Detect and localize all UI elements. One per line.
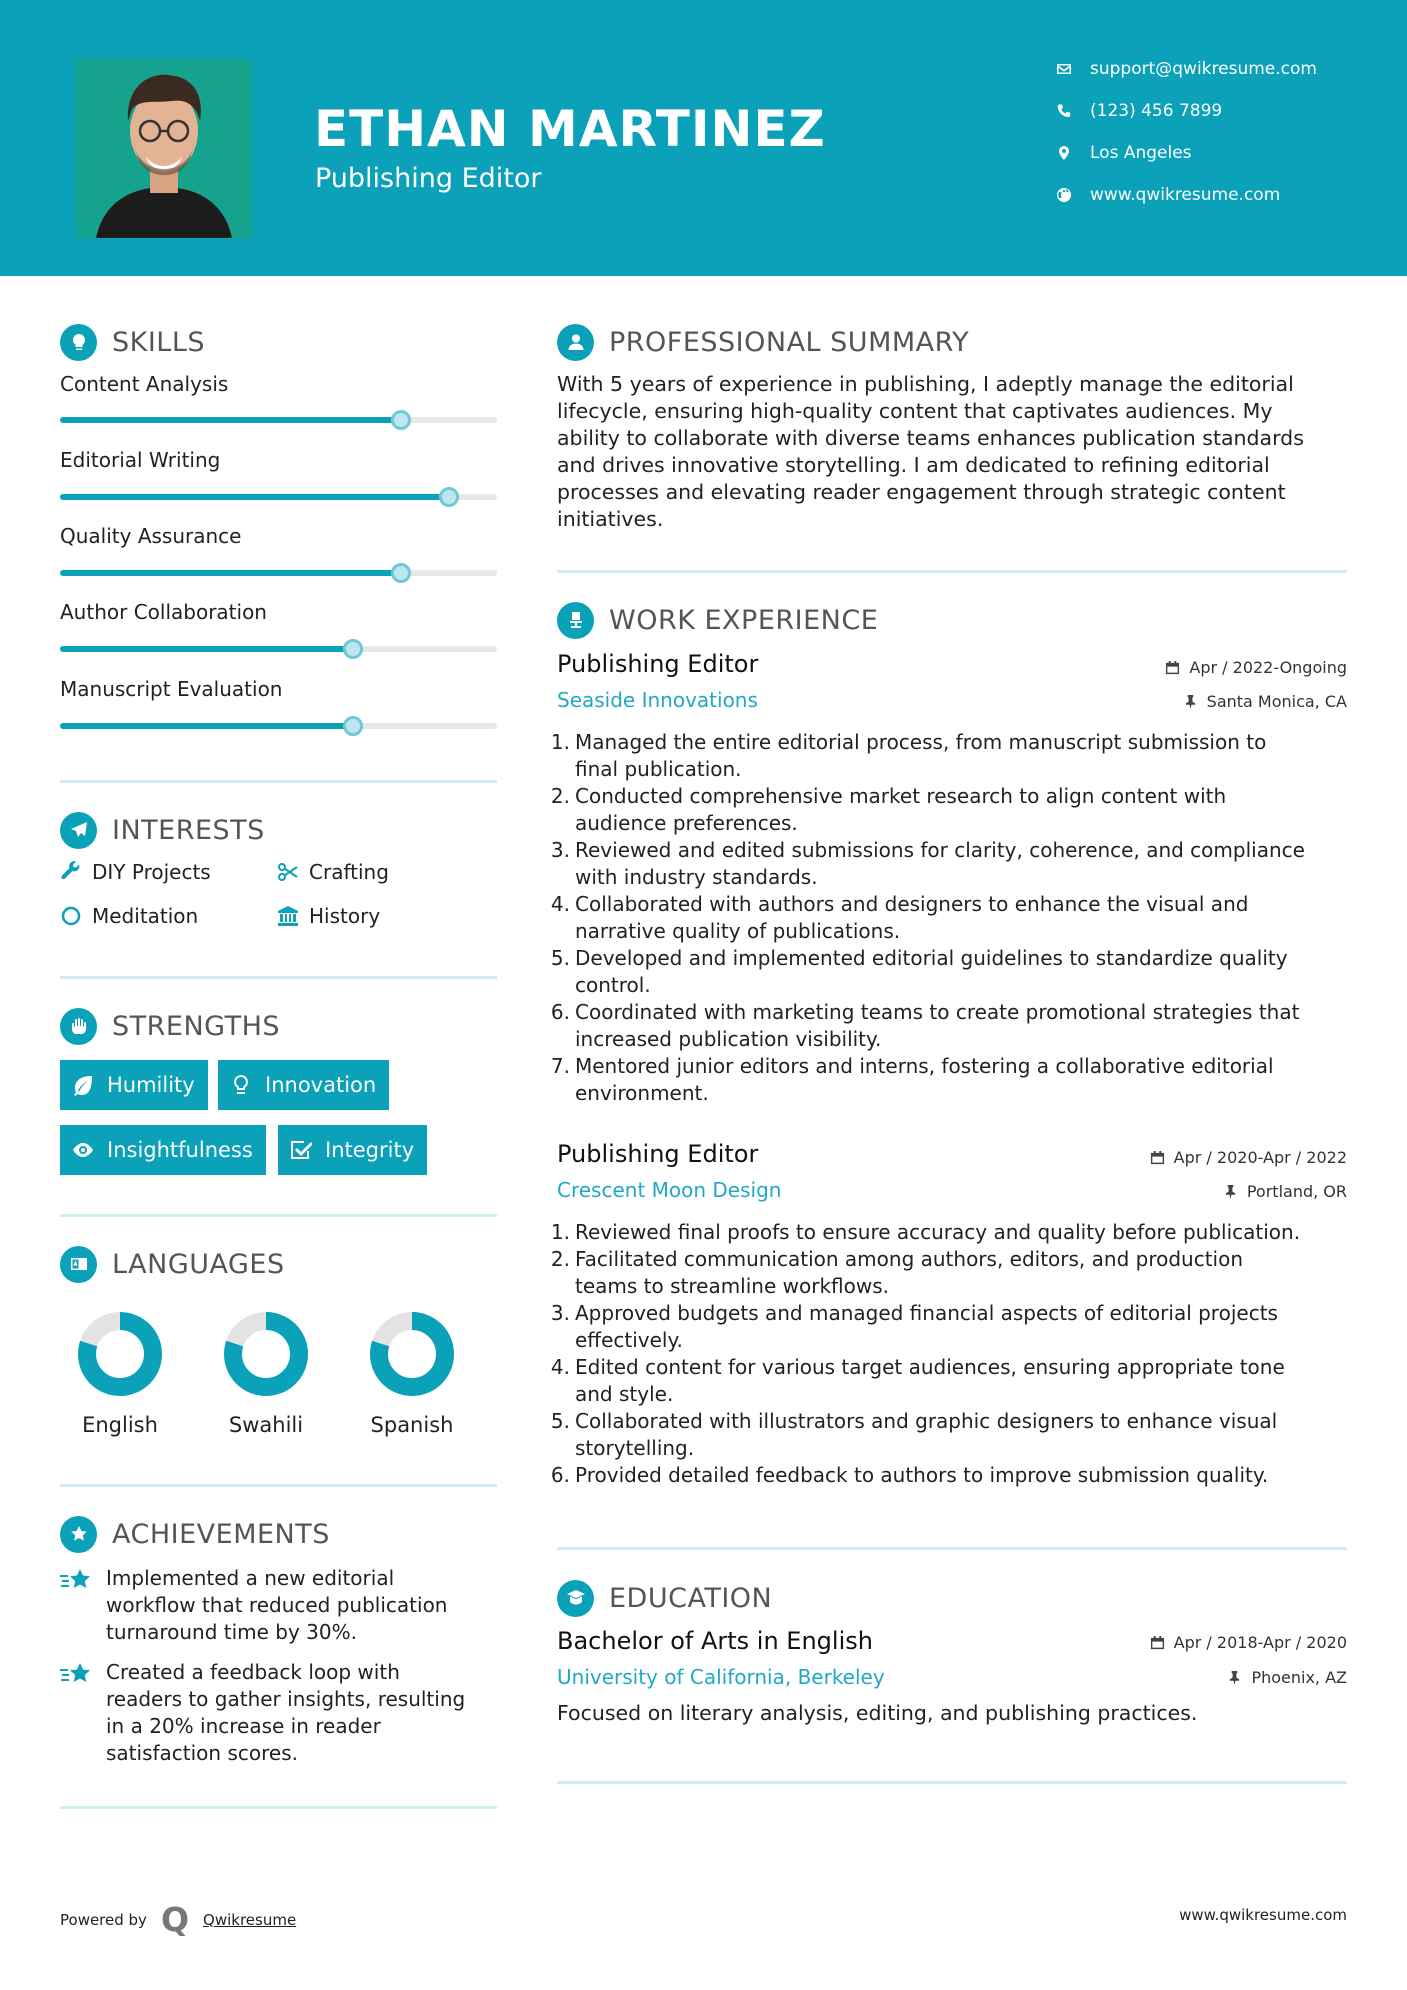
education-description: Focused on literary analysis, editing, and publishing practices. xyxy=(557,1701,1198,1725)
skill-bar-knob xyxy=(439,487,459,507)
languages-heading: LANGUAGES xyxy=(60,1244,285,1284)
education-location: Phoenix, AZ xyxy=(1227,1668,1347,1687)
skill-bar-knob xyxy=(391,563,411,583)
footer-website[interactable]: www.qwikresume.com xyxy=(1179,1906,1347,1924)
skill-bar xyxy=(60,723,497,729)
chair-icon xyxy=(557,602,594,639)
job-responsibilities xyxy=(550,1219,1350,1489)
strengths-heading: STRENGTHS xyxy=(60,1006,280,1046)
eye-icon xyxy=(72,1139,94,1161)
section-divider xyxy=(60,780,497,783)
list-item: 5. Collaborated with illustrators and graphic designers to enhance visual storytelling. xyxy=(550,1409,1278,1460)
graduate-icon xyxy=(557,1580,594,1617)
list-item: 1. Reviewed final proofs to ensure accuracy and quality before publication. xyxy=(550,1220,1301,1244)
job-title: Publishing Editor xyxy=(557,1140,759,1168)
star-icon xyxy=(60,1567,94,1595)
star-badge-icon xyxy=(60,1516,97,1553)
section-divider xyxy=(60,1806,497,1809)
strength-chip: Humility xyxy=(60,1060,208,1110)
circle-icon xyxy=(60,905,82,927)
calendar-icon xyxy=(1150,1635,1165,1650)
job-date: Apr / 2020-Apr / 2022 xyxy=(1150,1148,1347,1167)
qwikresume-link[interactable]: Qwikresume xyxy=(203,1910,297,1929)
section-divider xyxy=(60,1214,497,1217)
list-item: 1. Managed the entire editorial process, from manuscript submission to final publication. xyxy=(550,730,1267,781)
skill-bar-fill xyxy=(60,646,353,652)
pin-icon xyxy=(1227,1670,1242,1685)
list-item: 7. Mentored junior editors and interns, fostering a collaborative editorial environment. xyxy=(550,1054,1274,1105)
interests-heading: INTERESTS xyxy=(60,810,265,850)
candidate-name: ETHAN MARTINEZ xyxy=(314,100,826,158)
skill-label: Author Collaboration xyxy=(60,600,267,624)
strength-chip: Integrity xyxy=(278,1125,427,1175)
qwikresume-logo-icon: Q xyxy=(160,1900,190,1939)
list-item: 4. Edited content for various target audiences, ensuring appropriate tone and style. xyxy=(550,1355,1285,1406)
education-heading: EDUCATION xyxy=(557,1578,772,1618)
footer-powered-by: Powered by Q Qwikresume xyxy=(60,1900,297,1939)
summary-text: With 5 years of experience in publishing, I adeptly manage the editorial lifecycle, ensuring high-quality content that captivates audiences. My ability to collaborate with diverse teams enhances publication standards and drives innovative storytelling. I am dedicated to refining editorial processes and elevating reader engagement through strategic content initiatives. xyxy=(557,372,1304,531)
school-name: University of California, Berkeley xyxy=(557,1665,885,1689)
star-icon xyxy=(60,1661,94,1689)
language-item xyxy=(60,1310,180,1437)
achievement-item: Implemented a new editorial workflow that reduced publication turnaround time by 30%. xyxy=(60,1565,500,1646)
list-item: 2. Facilitated communication among authors, editors, and production teams to streamline workflows. xyxy=(550,1247,1244,1298)
interest-item: Crafting xyxy=(277,860,389,884)
profile-photo xyxy=(76,59,252,238)
skill-bar-knob xyxy=(391,410,411,430)
skills-heading: SKILLS xyxy=(60,322,205,362)
job-company: Seaside Innovations xyxy=(557,688,758,712)
skill-label: Manuscript Evaluation xyxy=(60,677,283,701)
language-label: English xyxy=(82,1413,158,1437)
skill-bar xyxy=(60,646,497,652)
language-label: Spanish xyxy=(370,1413,454,1437)
contact-email[interactable]: support@qwikresume.com xyxy=(1055,55,1385,83)
list-item: 5. Developed and implemented editorial guidelines to standardize quality control. xyxy=(550,946,1288,997)
list-item: 6. Provided detailed feedback to authors to improve submission quality. xyxy=(550,1463,1269,1487)
globe-icon xyxy=(1055,186,1073,204)
section-divider xyxy=(60,976,497,979)
skill-bar-knob xyxy=(343,639,363,659)
map-pin-icon xyxy=(1055,144,1073,162)
section-divider xyxy=(60,1484,497,1487)
experience-heading: WORK EXPERIENCE xyxy=(557,600,878,640)
paper-plane-icon xyxy=(60,812,97,849)
bank-icon xyxy=(277,905,299,927)
job-location: Portland, OR xyxy=(1223,1182,1347,1201)
strength-chip: Insightfulness xyxy=(60,1125,266,1175)
skill-bar-fill xyxy=(60,417,401,423)
achievements-heading: ACHIEVEMENTS xyxy=(60,1514,330,1554)
user-icon xyxy=(557,324,594,361)
language-ring xyxy=(206,1310,326,1406)
list-item: 3. Approved budgets and managed financial aspects of editorial projects effectively. xyxy=(550,1301,1278,1352)
skill-bar xyxy=(60,570,497,576)
language-ring xyxy=(60,1310,180,1406)
language-ring xyxy=(352,1310,472,1406)
interest-item: Meditation xyxy=(60,904,198,928)
interest-item: History xyxy=(277,904,380,928)
section-divider xyxy=(557,1547,1347,1550)
pin-icon xyxy=(1223,1184,1238,1199)
skill-label: Quality Assurance xyxy=(60,524,242,548)
skill-label: Editorial Writing xyxy=(60,448,221,472)
leaf-icon xyxy=(72,1074,94,1096)
language-label: Swahili xyxy=(228,1413,304,1437)
calendar-icon xyxy=(1150,1150,1165,1165)
skill-label: Content Analysis xyxy=(60,372,229,396)
summary-heading: PROFESSIONAL SUMMARY xyxy=(557,322,969,362)
education-date: Apr / 2018-Apr / 2020 xyxy=(1150,1633,1347,1652)
header-banner xyxy=(0,0,1407,276)
list-item: 3. Reviewed and edited submissions for clarity, coherence, and compliance with industry standards. xyxy=(550,838,1305,889)
skill-bar-fill xyxy=(60,494,449,500)
lightbulb-icon xyxy=(230,1074,252,1096)
section-divider xyxy=(557,570,1347,573)
skill-bar-fill xyxy=(60,723,353,729)
scissors-icon xyxy=(277,861,299,883)
job-title: Publishing Editor xyxy=(557,650,759,678)
contact-location: Los Angeles xyxy=(1055,139,1385,167)
phone-icon xyxy=(1055,102,1073,120)
job-responsibilities xyxy=(550,729,1350,1107)
list-item: 2. Conducted comprehensive market research to align content with audience preferences. xyxy=(550,784,1227,835)
job-date: Apr / 2022-Ongoing xyxy=(1165,658,1347,677)
interest-item: DIY Projects xyxy=(60,860,211,884)
language-item xyxy=(206,1310,326,1437)
lightbulb-icon xyxy=(60,324,97,361)
language-icon xyxy=(60,1246,97,1283)
skill-bar-fill xyxy=(60,570,401,576)
achievement-item: Created a feedback loop with readers to gather insights, resulting in a 20% increase in reader satisfaction scores. xyxy=(60,1659,500,1767)
skill-bar xyxy=(60,417,497,423)
list-item: 4. Collaborated with authors and designers to enhance the visual and narrative quality of publications. xyxy=(550,892,1249,943)
calendar-icon xyxy=(1165,660,1180,675)
envelope-icon xyxy=(1055,60,1073,78)
skill-bar-knob xyxy=(343,716,363,736)
section-divider xyxy=(557,1781,1347,1784)
list-item: 6. Coordinated with marketing teams to create promotional strategies that increased publication visibility. xyxy=(550,1000,1300,1051)
check-square-icon xyxy=(290,1139,312,1161)
candidate-title: Publishing Editor xyxy=(315,163,542,194)
job-company: Crescent Moon Design xyxy=(557,1178,782,1202)
strength-chip: Innovation xyxy=(218,1060,389,1110)
pin-icon xyxy=(1183,694,1198,709)
skill-bar xyxy=(60,494,497,500)
job-location: Santa Monica, CA xyxy=(1183,692,1347,711)
degree-title: Bachelor of Arts in English xyxy=(557,1627,873,1655)
language-item xyxy=(352,1310,472,1437)
contact-phone[interactable]: (123) 456 7899 xyxy=(1055,97,1385,125)
contact-website[interactable]: www.qwikresume.com xyxy=(1055,181,1385,209)
hand-icon xyxy=(60,1008,97,1045)
wrench-icon xyxy=(60,861,82,883)
